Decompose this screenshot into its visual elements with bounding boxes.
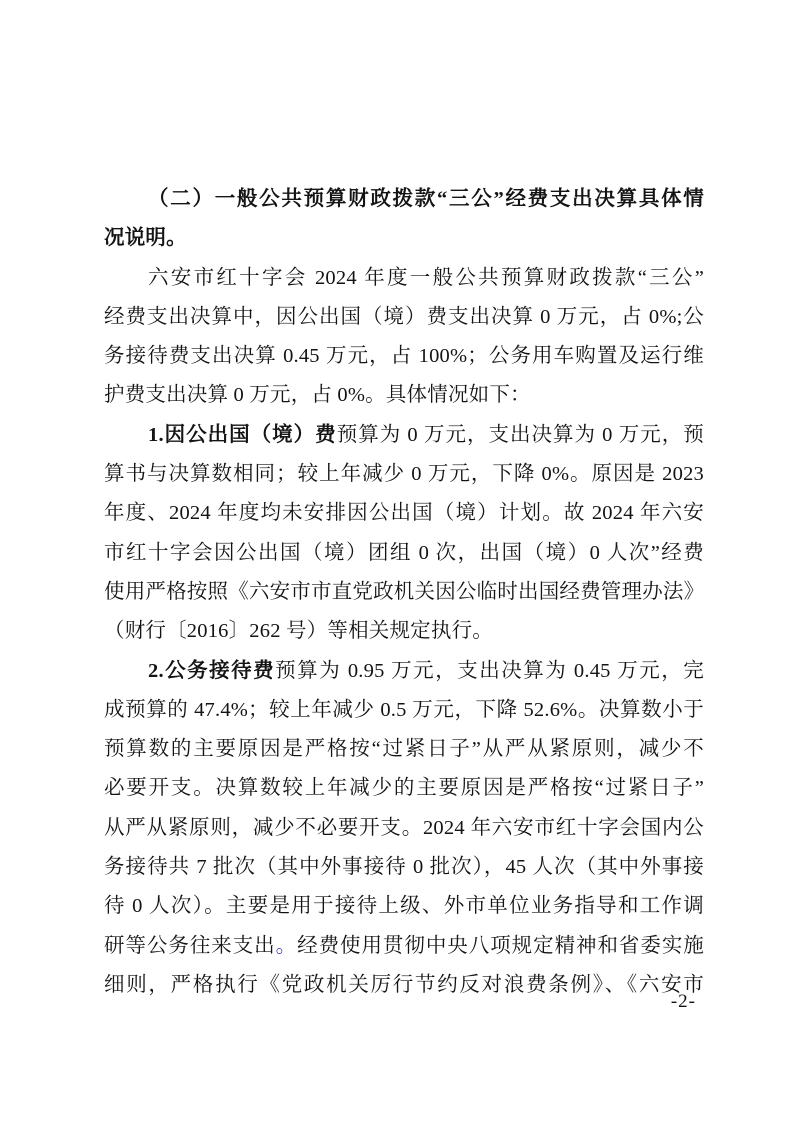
item1-paragraph-line-1: [104, 416, 704, 455]
item1-paragraph-line-4: 市红十字会因公出国（境）团组 0 次，出国（境）0 人次”经费: [104, 541, 704, 564]
page-number: -2-: [670, 991, 696, 1012]
intro-paragraph-line-4: 护费支出决算 0 万元，占 0%。具体情况如下：: [104, 384, 531, 407]
item2-text-after-blue-period: 经费使用贯彻中央八项规定精神和省委实施: [297, 934, 704, 957]
item1-paragraph-line-3: 年度、2024 年度均未安排因公出国（境）计划。故 2024 年六安: [104, 502, 704, 525]
item1-paragraph-line-6: （财行〔2016〕262 号）等相关规定执行。: [104, 620, 493, 643]
intro-paragraph-line-1: 六安市红十字会 2024 年度一般公共预算财政拨款“三公”: [148, 266, 704, 289]
item2-text-before-blue-period: 研等公务往来支出: [104, 934, 276, 957]
blue-period: 。: [275, 934, 298, 957]
document-body: [104, 180, 704, 1005]
item2-title: 2.公务接待费: [148, 659, 276, 682]
item2-text: 预算为 0.95 万元，支出决算为 0.45 万元，完: [275, 659, 704, 682]
item2-paragraph-line-9: 细则，严格执行《党政机关厉行节约反对浪费条例》、《六安市: [104, 973, 704, 996]
intro-paragraph-line-2: 经费支出决算中，因公出国（境）费支出决算 0 万元，占 0%;公: [104, 305, 704, 328]
item1-paragraph-line-5: 使用严格按照《六安市市直党政机关因公临时出国经费管理办法》: [104, 580, 704, 603]
intro-paragraph-line-3: 务接待费支出决算 0.45 万元，占 100%；公务用车购置及运行维: [104, 345, 704, 368]
item2-paragraph-line-6: 务接待共 7 批次（其中外事接待 0 批次），45 人次（其中外事接: [104, 856, 704, 879]
item2-paragraph-line-4: 必要开支。决算数较上年减少的主要原因是严格按“过紧日子”: [104, 777, 704, 800]
item2-paragraph-line-8: [104, 927, 704, 966]
item2-paragraph-line-7: 待 0 人次）。主要是用于接待上级、外市单位业务指导和工作调: [104, 895, 704, 918]
section-heading-line-1: （二）一般公共预算财政拨款“三公”经费支出决算具体情: [148, 188, 704, 210]
item2-paragraph-line-1: [104, 652, 704, 691]
item2-paragraph-line-5: 从严从紧原则，减少不必要开支。2024 年六安市红十字会国内公: [104, 816, 704, 839]
item2-paragraph-line-3: 预算数的主要原因是严格按“过紧日子”从严从紧原则，减少不: [104, 738, 704, 761]
item1-paragraph-line-2: 算书与决算数相同；较上年减少 0 万元，下降 0%。原因是 2023: [104, 463, 704, 486]
item1-title: 1.因公出国（境）费: [148, 423, 337, 446]
item1-text: 预算为 0 万元，支出决算为 0 万元，预: [336, 423, 704, 446]
section-heading-line-2: 况说明。: [104, 227, 187, 250]
item2-paragraph-line-2: 成预算的 47.4%；较上年减少 0.5 万元，下降 52.6%。决算数小于: [104, 698, 704, 721]
